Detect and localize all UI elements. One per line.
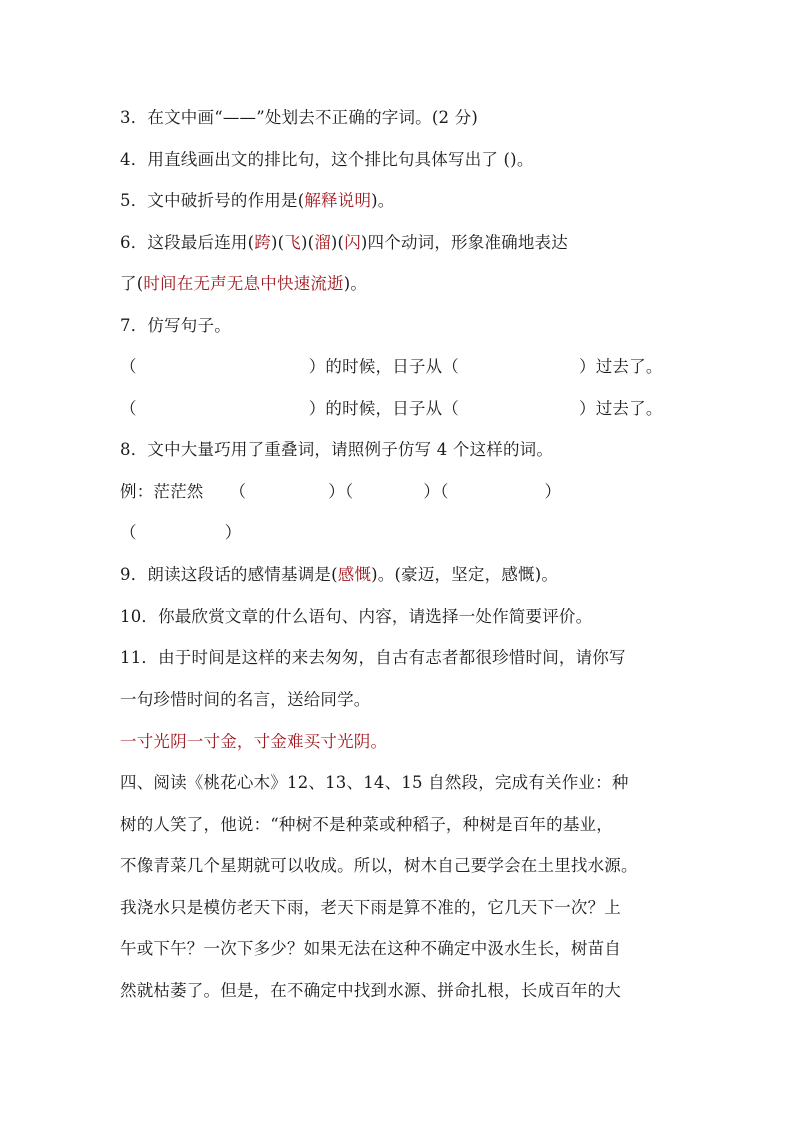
q6-prefix: 6．这段最后连用( <box>120 233 255 252</box>
q8-example-row <box>120 481 561 503</box>
question-4: 4．用直线画出文的排比句，这个排比句具体写出了 ()。 <box>120 150 534 169</box>
section4-line-4: 我浇水只是模仿老天下雨，老天下雨是算不准的，它几天下一次？上 <box>120 898 621 917</box>
question-6-line2 <box>120 273 367 295</box>
section4-line-1: 四、阅读《桃花心木》12、13、14、15 自然段，完成有关作业：种 <box>120 773 629 792</box>
section4-line-2: 树的人笑了，他说：“种树不是种菜或种稻子，种树是百年的基业， <box>120 815 613 834</box>
q7-fill-row-1 <box>120 356 663 378</box>
q8-open-4: （ <box>120 523 137 542</box>
question-9 <box>120 564 558 586</box>
question-8-title: 8．文中大量巧用了重叠词，请照例子仿写 4 个这样的词。 <box>120 440 554 459</box>
question-10: 10．你最欣赏文章的什么语句、内容，请选择一处作简要评价。 <box>120 607 593 626</box>
q6-suffix: )。 <box>343 274 368 293</box>
question-5 <box>120 190 395 212</box>
section4-line-3: 不像青菜几个星期就可以收成。所以，树木自己要学会在土里找水源。 <box>120 856 638 875</box>
q11-answer: 一寸光阴一寸金，寸金难买寸光阴。 <box>120 732 388 751</box>
q6-verb-4: 闪 <box>344 233 361 252</box>
q8-close-3: ） <box>544 482 562 501</box>
q9-suffix: )。(豪迈，坚定，感慨)。 <box>371 565 559 584</box>
q7-fill-row-2 <box>120 398 663 420</box>
q8-close-2: ） <box>423 482 441 501</box>
q7-r1-mid: ）的时候，日子从（ <box>308 357 460 376</box>
q7-r2-end: ）过去了。 <box>579 399 663 418</box>
q9-prefix: 9．朗读这段话的感情基调是( <box>120 565 338 584</box>
q7-r2-open: （ <box>120 399 137 418</box>
q6-mid: )四个动词，形象准确地表达 <box>360 233 568 252</box>
q5-suffix: )。 <box>371 191 395 210</box>
q8-example-label: 例：茫茫然 <box>120 482 204 501</box>
q8-open-1: （ <box>229 482 247 501</box>
q6-verb-2: 飞 <box>284 233 301 252</box>
q6-answer: 时间在无声无息中快速流逝 <box>143 274 344 293</box>
q6-line2-prefix: 了( <box>120 274 144 293</box>
q5-prefix: 5．文中破折号的作用是( <box>120 191 305 210</box>
q8-close-4: ） <box>224 523 242 542</box>
question-11-line1: 11．由于时间是这样的来去匆匆，自古有志者都很珍惜时间，请你写 <box>120 648 626 667</box>
q8-open-3: （ <box>440 482 449 501</box>
question-6-line1: 6．这段最后连用(跨)(飞)(溜)(闪)四个动词，形象准确地表达 <box>120 233 568 252</box>
q7-r1-open: （ <box>120 357 137 376</box>
q8-row-2 <box>120 522 241 544</box>
q6-verb-1: 跨 <box>254 233 271 252</box>
q8-open-2: （ <box>344 482 354 501</box>
section4-line-5: 午或下午？一次下多少？如果无法在这种不确定中汲水生长，树苗自 <box>120 939 621 958</box>
question-3: 3．在文中画“——”处划去不正确的字词。(2 分) <box>120 108 478 127</box>
q9-answer: 感慨 <box>337 565 372 584</box>
question-7-title: 7．仿写句子。 <box>120 316 231 335</box>
q7-r1-end: ）过去了。 <box>579 357 663 376</box>
q5-answer: 解释说明 <box>304 191 372 210</box>
section4-line-6: 然就枯萎了。但是，在不确定中找到水源、拼命扎根，长成百年的大 <box>120 981 621 1000</box>
q7-r2-mid: ）的时候，日子从（ <box>308 399 460 418</box>
q6-verb-3: 溜 <box>314 233 331 252</box>
question-11-line2: 一句珍惜时间的名言，送给同学。 <box>120 690 371 709</box>
q8-close-1: ） <box>328 482 345 501</box>
